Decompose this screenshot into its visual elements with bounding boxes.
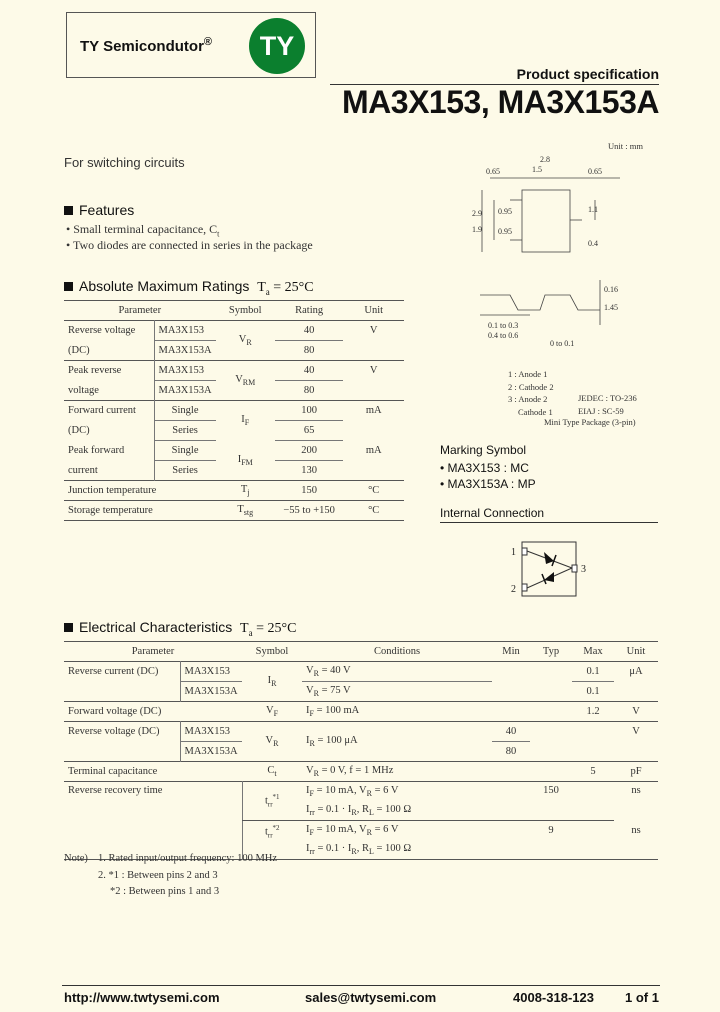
table-row: Junction temperature $T_j$ 150 °C	[64, 481, 404, 501]
table-row: $I_{rr} = 0.1 \cdot I_R$, $R_L = 100$ Ω	[64, 801, 658, 821]
marking-item: • MA3X153 : MC	[440, 461, 529, 475]
table-row: Reverse voltage (DC) MA3X153 $V_R$ $I_R = 100$ μA 40 V	[64, 722, 658, 742]
dim-label: 0.95	[498, 227, 512, 236]
table-row: (DC) Series 65	[64, 421, 404, 441]
pin-item: 3 : Anode 2	[508, 394, 548, 404]
col-header: Parameter	[131, 646, 175, 657]
table-row: $I_{rr} = 0.1 \cdot I_R$, $R_L = 100$ Ω	[64, 840, 658, 860]
col-header: Symbol	[255, 646, 289, 657]
unit-label: Unit : mm	[608, 141, 643, 151]
table-row: (DC) MA3X153A 80	[64, 341, 404, 361]
package-drawing	[470, 150, 660, 365]
page-number: 1 of 1	[625, 990, 659, 1005]
table-row: Forward current Single $I_F$ 100 mA	[64, 401, 404, 421]
dim-label: 0.1 to 0.3	[488, 321, 519, 330]
dim-label: 1.45	[604, 303, 618, 312]
abs-max-table	[64, 300, 404, 521]
dim-label: 1.1	[588, 205, 598, 214]
dim-label: 1.9	[472, 225, 482, 234]
table-row: Reverse recovery time $t_{rr}^{*1}$ $I_F = 10$ mA, $V_R = 6$ V 150 ns	[64, 782, 658, 802]
jedec-label: JEDEC : TO-236	[578, 393, 637, 403]
dim-label: 0.65	[588, 167, 602, 176]
marking-item: • MA3X153A : MP	[440, 477, 536, 491]
package-type: Mini Type Package (3-pin)	[544, 417, 636, 427]
product-specification: Product specification	[516, 66, 659, 82]
dim-label: 0.4 to 0.6	[488, 331, 519, 340]
dim-label: 2.8	[540, 155, 550, 164]
col-header: Unit	[364, 305, 384, 316]
table-row: MA3X153A 80	[64, 742, 658, 762]
dim-label: 0 to 0.1	[550, 339, 575, 348]
internal-connection-diagram	[508, 538, 598, 602]
marking-heading: Marking Symbol	[440, 443, 527, 457]
notes-label: Note)	[64, 853, 88, 864]
pin-label: 1	[511, 547, 516, 558]
dim-label: 0.16	[604, 285, 618, 294]
elec-heading: Electrical Characteristics $T_a = 25^\circ C$	[64, 619, 296, 638]
pin-item: 2 : Cathode 2	[508, 381, 554, 392]
col-header: Unit	[626, 646, 646, 657]
dim-label: 1.5	[532, 165, 542, 174]
marking-list	[440, 460, 536, 492]
col-header: Symbol	[228, 305, 262, 316]
footer-phone: 4008-318-123	[513, 990, 594, 1005]
dim-label: 2.9	[472, 209, 482, 218]
eiaj-label: EIAJ : SC-59	[578, 405, 624, 416]
table-row: Terminal capacitance $C_t$ $V_R = 0$ V, f = 1 MHz 5 pF	[64, 762, 658, 782]
table-row: current Series 130	[64, 461, 404, 481]
features-heading: Features	[64, 202, 134, 218]
pin-label: 3	[581, 564, 586, 575]
pin-item: 1 : Anode 1	[508, 369, 548, 379]
pin-list	[508, 368, 554, 418]
col-header: Typ	[542, 646, 560, 657]
table-row: MA3X153A $V_R = 75$ V 0.1	[64, 682, 658, 702]
table-row: Reverse current (DC) MA3X153 $I_R$ $V_R = 40$ V 0.1 μA	[64, 662, 658, 682]
footer-email[interactable]: sales@twtysemi.com	[305, 990, 437, 1005]
table-row: Peak forward Single $I_{FM}$ 200 mA	[64, 441, 404, 461]
package-standards	[578, 392, 637, 417]
abs-max-heading: Absolute Maximum Ratings $T_a = 25^\circ C$	[64, 278, 314, 297]
table-row: Forward voltage (DC) $V_F$ $I_F = 100$ mA 1.2 V	[64, 702, 658, 722]
col-header: Rating	[295, 305, 324, 316]
intro-text: For switching circuits	[64, 155, 185, 170]
pin-item: Cathode 1	[518, 406, 553, 417]
dim-label: 0.65	[486, 167, 500, 176]
note-item: 2. *1 : Between pins 2 and 3	[98, 870, 218, 881]
dim-label: 0.95	[498, 207, 512, 216]
col-header: Min	[502, 646, 520, 657]
col-header: Max	[583, 646, 603, 657]
company-logo: TY	[249, 18, 305, 74]
col-header: Conditions	[373, 646, 421, 657]
table-row: Storage temperature $T_{stg}$ −55 to +150 °C	[64, 501, 404, 521]
symbol-cell: $V_R$	[238, 333, 252, 348]
feature-item: • Two diodes are connected in series in the package	[66, 238, 313, 252]
note-item: 1. Rated input/output frequency: 100 MHz	[98, 853, 278, 864]
company-name: TY Semicondutor®	[80, 36, 213, 55]
feature-item: • Small terminal capacitance, $C_t$	[66, 222, 220, 239]
dim-label: 0.4	[588, 239, 598, 248]
table-row: Reverse voltage MA3X153 $V_R$ 40 V	[64, 321, 404, 341]
col-header: Parameter	[118, 305, 162, 316]
footer-divider	[62, 985, 660, 986]
elec-table	[64, 641, 658, 860]
table-row: $t_{rr}^{*2}$ $I_F = 10$ mA, $V_R = 6$ V 9 ns	[64, 821, 658, 841]
internal-divider	[440, 522, 658, 523]
note-item: *2 : Between pins 1 and 3	[110, 886, 220, 897]
pin-label: 2	[511, 584, 516, 595]
footer-url[interactable]: http://www.twtysemi.com	[64, 990, 220, 1005]
table-row: Peak reverse MA3X153 $V_{RM}$ 40 V	[64, 361, 404, 381]
page-title: MA3X153, MA3X153A	[342, 84, 659, 120]
table-row: voltage MA3X153A 80	[64, 381, 404, 401]
internal-connection-heading: Internal Connection	[440, 506, 545, 520]
